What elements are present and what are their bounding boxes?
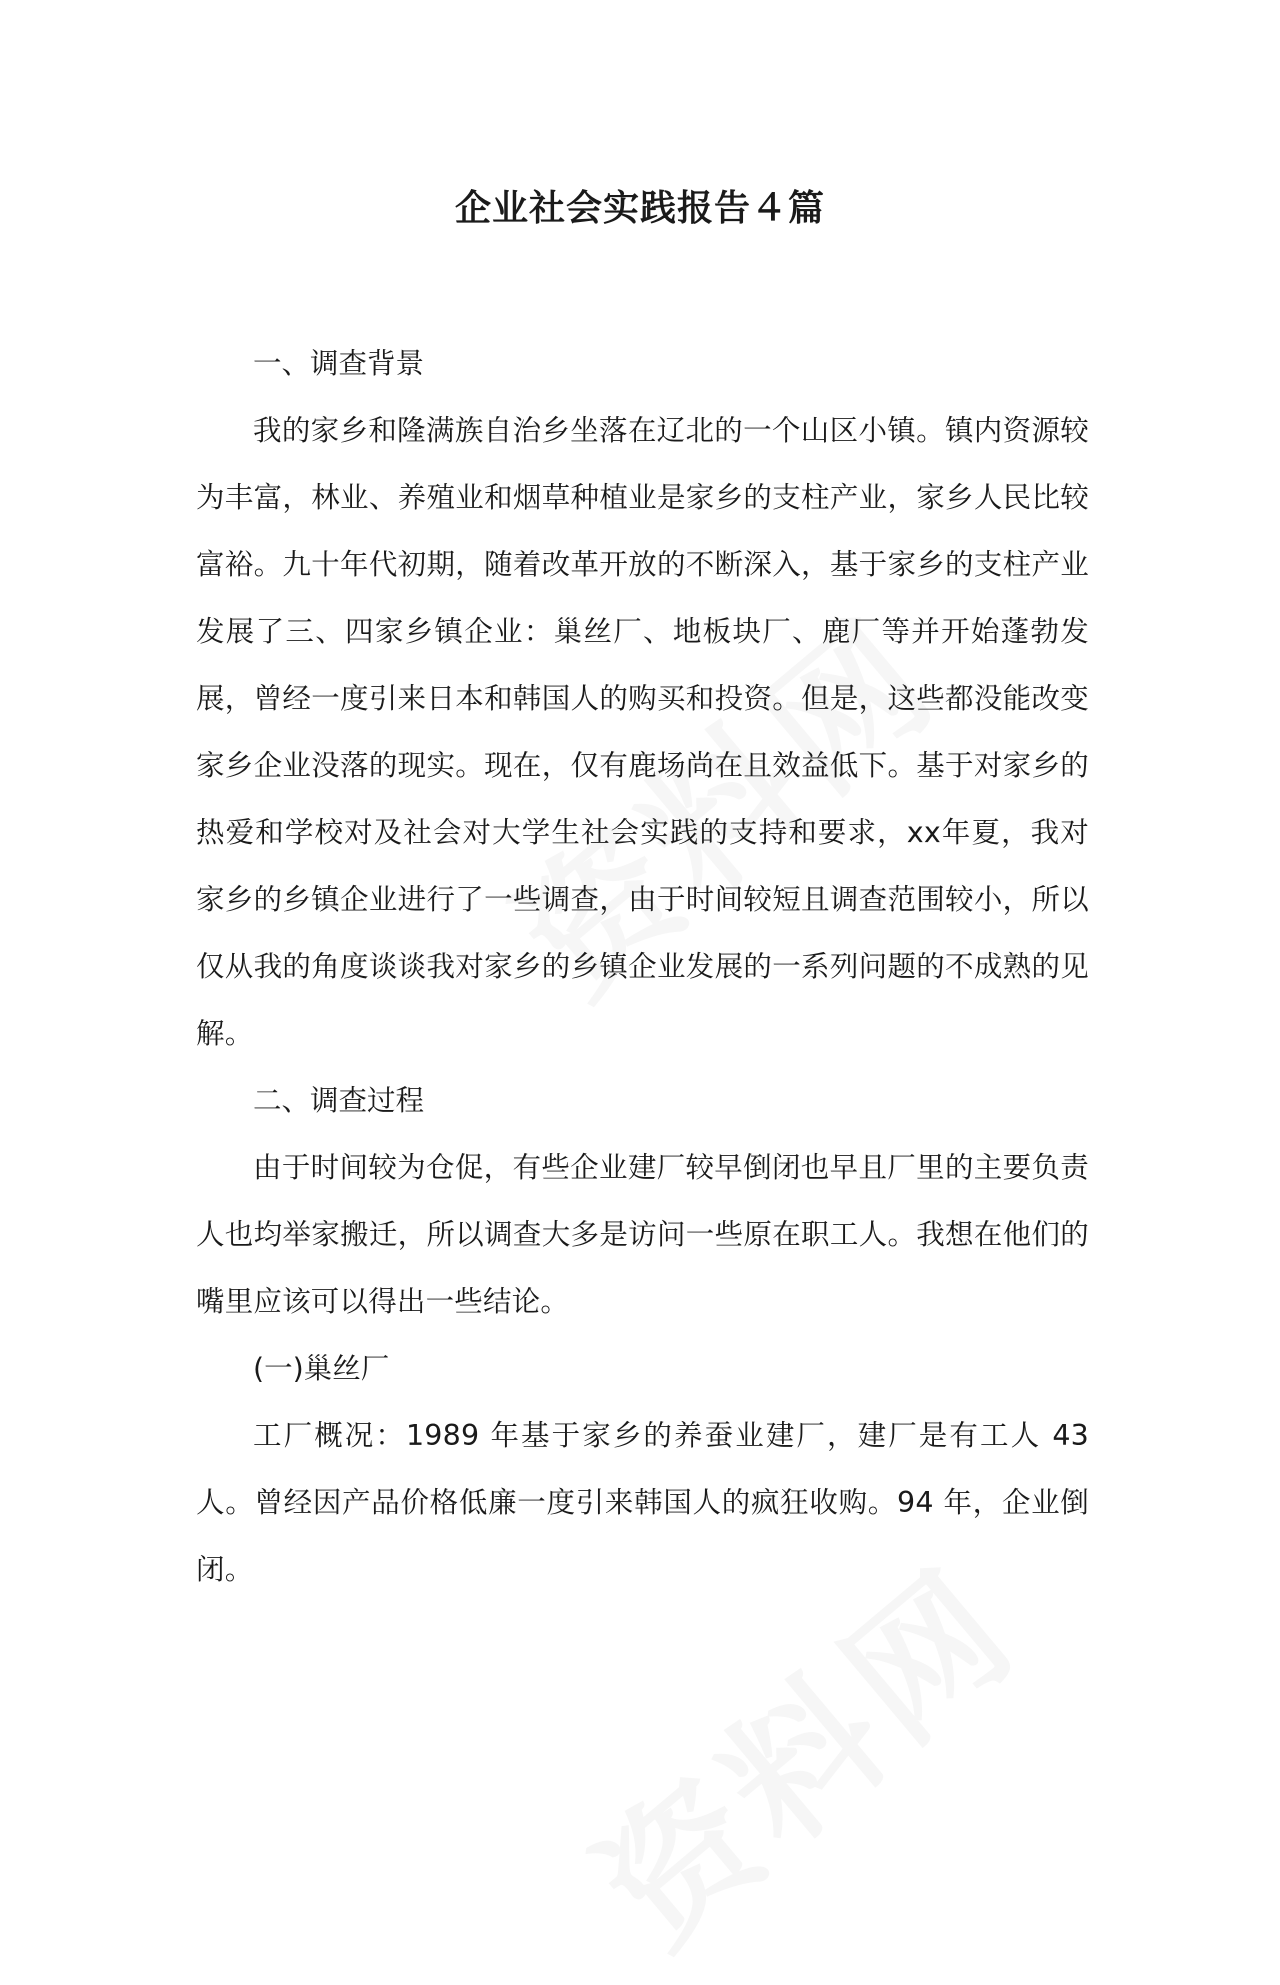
document-body: [196, 330, 1089, 1603]
paragraph: 由于时间较为仓促，有些企业建厂较早倒闭也早且厂里的主要负责人也均举家搬迁，所以调查大多是访问一些原在职工人。我想在他们的嘴里应该可以得出一些结论。: [196, 1151, 1089, 1318]
section-heading: 二、调查过程: [253, 1084, 425, 1117]
document-title: 企业社会实践报告４篇: [454, 188, 825, 229]
paragraph: 我的家乡和隆满族自治乡坐落在辽北的一个山区小镇。镇内资源较为丰富，林业、养殖业和烟草种植业是家乡的支柱产业，家乡人民比较富裕。九十年代初期，随着改革开放的不断深入，基于家乡的支柱产业发展了三、四家乡镇企业：巢丝厂、地板块厂、鹿厂等并开始蓬勃发展，曾经一度引来日本和韩国人的购买和投资。但是，这些都没能改变家乡企业没落的现实。现在，仅有鹿场尚在且效益低下。基于对家乡的热爱和学校对及社会对大学生社会实践的支持和要求，xx年夏，我对家乡的乡镇企业进行了一些调查，由于时间较短且调查范围较小，所以仅从我的角度谈谈我对家乡的乡镇企业发展的一系列问题的不成熟的见解。: [196, 414, 1089, 1050]
subsection-heading: (一)巢丝厂: [253, 1352, 390, 1385]
section-heading: 一、调查背景: [253, 347, 425, 380]
paragraph: 工厂概况：1989 年基于家乡的养蚕业建厂，建厂是有工人 43 人。曾经因产品价格低廉一度引来韩国人的疯狂收购。94 年，企业倒闭。: [196, 1419, 1089, 1586]
